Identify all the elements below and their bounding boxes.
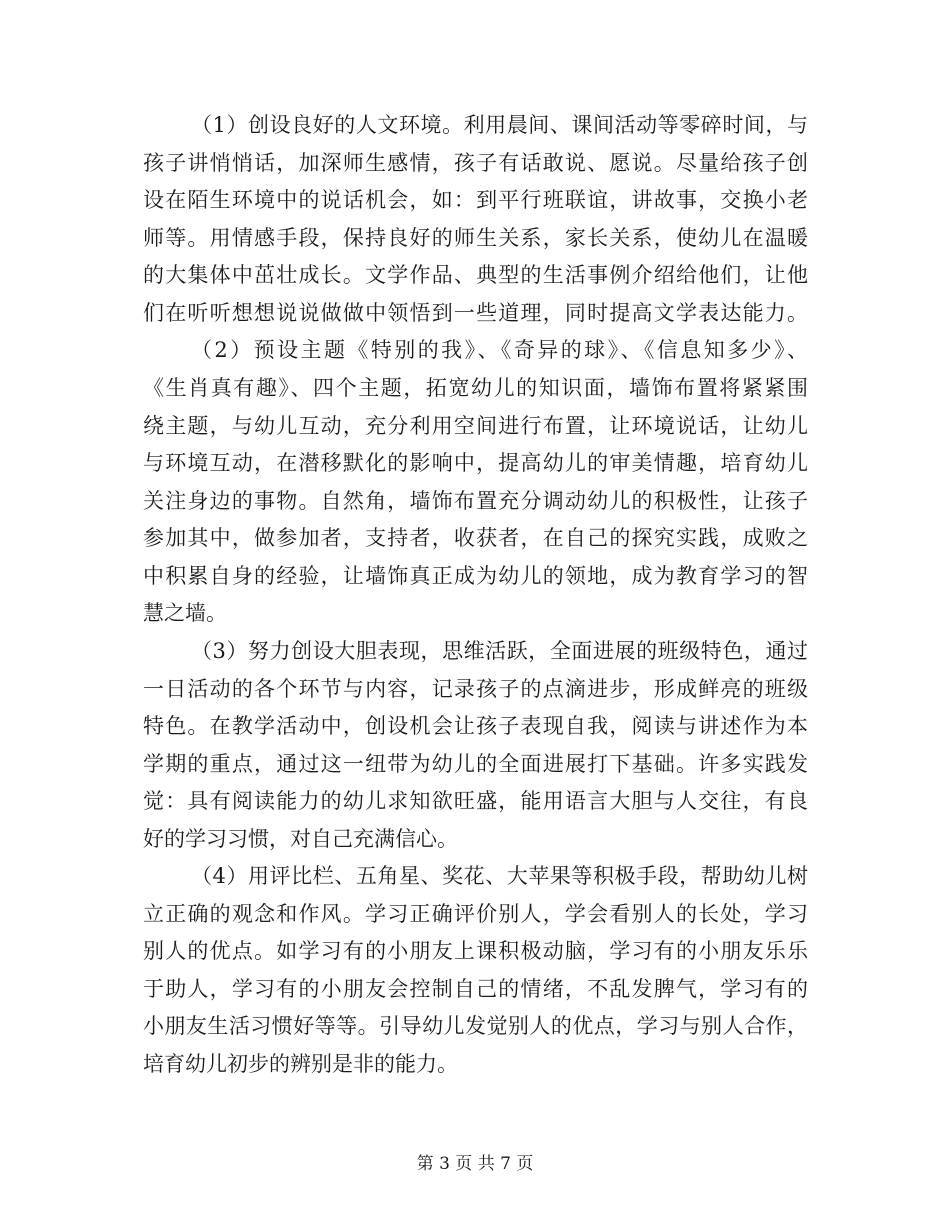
text-line: 绕主题，与幼儿互动，充分利用空间进行布置，让环境说话，让幼儿 [143, 414, 808, 438]
text-line: 小朋友生活习惯好等等。引导幼儿发觉别人的优点，学习与别人合作， [143, 1014, 808, 1038]
text-line: 们在听听想想说说做做中领悟到一些道理，同时提高文学表达能力。 [143, 301, 808, 325]
text-line: （1）创设良好的人文环境。利用晨间、课间活动等零碎时间，与 [191, 113, 808, 137]
text-line: 孩子讲悄悄话，加深师生感情，孩子有话敢说、愿说。尽量给孩子创 [143, 151, 808, 175]
text-line: 中积累自身的经验，让墙饰真正成为幼儿的领地，成为教育学习的智 [143, 564, 808, 588]
text-line: 特色。在教学活动中，创设机会让孩子表现自我，阅读与讲述作为本 [143, 714, 808, 738]
text-line: 好的学习习惯，对自己充满信心。 [143, 827, 458, 851]
text-line: 《生肖真有趣》、四个主题，拓宽幼儿的知识面，墙饰布置将紧紧围 [143, 376, 808, 400]
text-line: 培育幼儿初步的辨别是非的能力。 [143, 1052, 458, 1076]
text-line: 别人的优点。如学习有的小朋友上课积极动脑，学习有的小朋友乐乐 [143, 939, 808, 963]
text-line: 立正确的观念和作风。学习正确评价别人，学会看别人的长处，学习 [143, 902, 808, 926]
text-line: （4）用评比栏、五角星、奖花、大苹果等积极手段，帮助幼儿树 [191, 864, 808, 888]
text-line: 慧之墙。 [143, 601, 227, 625]
text-line: 与环境互动，在潜移默化的影响中，提高幼儿的审美情趣，培育幼儿 [143, 451, 808, 475]
page-number-footer: 第 3 页 共 7 页 [416, 1154, 534, 1174]
text-line: 学期的重点，通过这一纽带为幼儿的全面进展打下基础。许多实践发 [143, 752, 808, 776]
text-line: 关注身边的事物。自然角，墙饰布置充分调动幼儿的积极性，让孩子 [143, 489, 808, 513]
text-line: 于助人，学习有的小朋友会控制自己的情绪，不乱发脾气，学习有的 [143, 977, 808, 1001]
text-line: 一日活动的各个环节与内容，记录孩子的点滴进步，形成鲜亮的班级 [143, 677, 808, 701]
text-line: 师等。用情感手段，保持良好的师生关系，家长关系，使幼儿在温暖 [143, 226, 808, 250]
text-line: （2）预设主题《特别的我》、《奇异的球》、《信息知多少》、 [191, 338, 808, 362]
text-line: 觉：具有阅读能力的幼儿求知欲旺盛，能用语言大胆与人交往，有良 [143, 789, 808, 813]
text-line: （3）努力创设大胆表现，思维活跃，全面进展的班级特色，通过 [191, 639, 808, 663]
text-line: 设在陌生环境中的说话机会，如：到平行班联谊，讲故事，交换小老 [143, 188, 808, 212]
text-line: 的大集体中茁壮成长。文学作品、典型的生活事例介绍给他们，让他 [143, 263, 808, 287]
text-line: 参加其中，做参加者，支持者，收获者，在自己的探究实践，成败之 [143, 526, 808, 550]
